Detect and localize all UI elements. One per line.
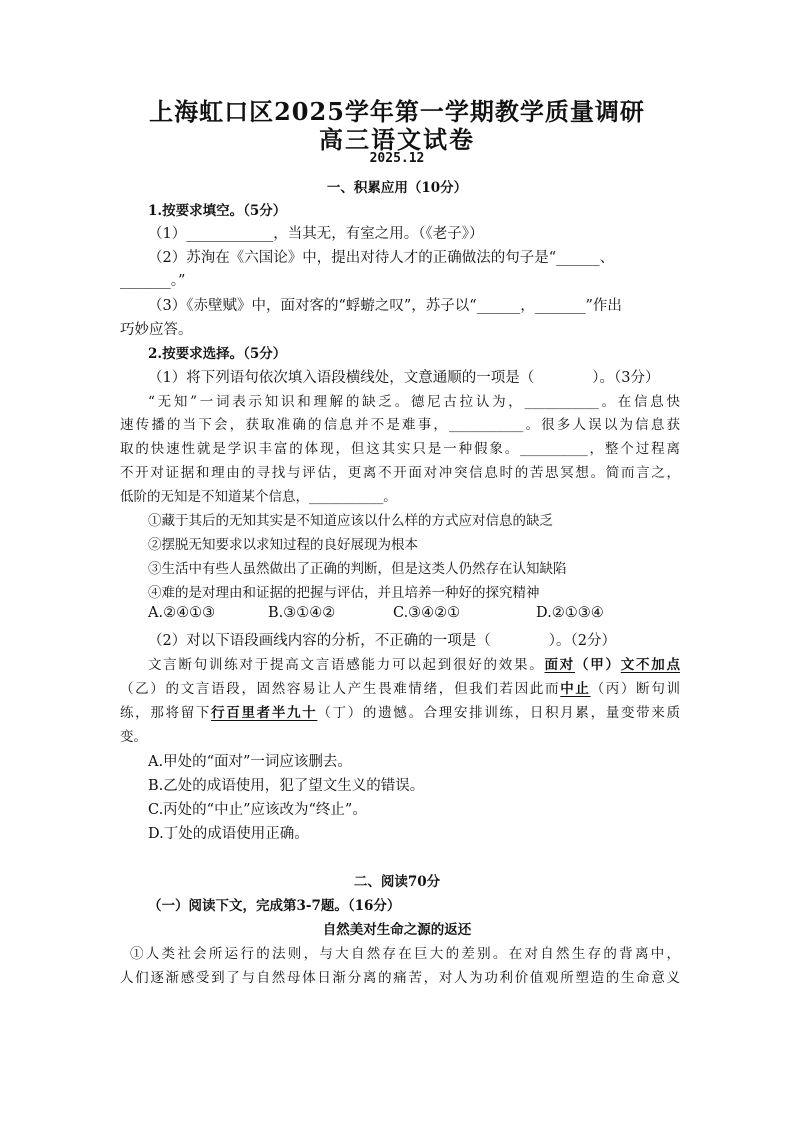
q1-item3-line1: （3）《赤壁赋》中，面对客的“蜉蝣之叹”，苏子以“______，_______”作出 xyxy=(148,298,622,314)
underlined-phrase: 面对 xyxy=(544,657,575,673)
passage2-text: （乙）的文言语段，固然容易让人产生畏难情绪，但我们若因此而 xyxy=(120,681,561,697)
section2-heading: 二、阅读70分 xyxy=(353,874,441,890)
q1-item1: （1）____________，当其无，有室之用。（《老子》） xyxy=(148,226,484,242)
exam-subtitle: 高三语文试卷 xyxy=(319,125,475,154)
passage2-text: 文言断句训练对于提高文言语感能力可以起到很好的效果。 xyxy=(148,657,545,673)
option-b: B.③①④② xyxy=(268,605,336,621)
q2-sub1-prompt: （1）将下列语句依次填入语段横线处，文意通顺的一项是（ ）。（3分） xyxy=(148,370,660,386)
q1-item2-line1: （2）苏洵在《六国论》中，提出对待人才的正确做法的句子是“______、 xyxy=(148,250,615,266)
answer-options xyxy=(148,605,708,621)
article-para-line: ①人类社会所运行的法则，与大自然存在巨大的差别。在对自然生存的背离中， xyxy=(130,946,680,962)
passage2-text: 练，那将留下 xyxy=(120,705,212,721)
marker-jia: （甲） xyxy=(575,657,621,673)
passage2-line4: 变。 xyxy=(120,729,147,745)
underlined-phrase: 行百里者半九十 xyxy=(211,705,318,721)
passage-line: “无知”一词表示知识和理解的缺乏。德尼古拉认为，___________。在信息快 xyxy=(148,394,680,410)
q2-heading: 2.按要求选择。（5分） xyxy=(148,346,287,362)
choice-d: D.丁处的成语使用正确。 xyxy=(148,826,309,842)
passage2-line2 xyxy=(120,677,680,697)
passage-line: 不开对证据和理由的寻找与评估，更离不开面对冲突信息时的苦思冥想。简而言之， xyxy=(120,465,680,481)
article-para-line: 人们逐渐感受到了与自然母体日渐分离的痛苦，对人为功利价值观所塑造的生命意义 xyxy=(120,970,680,986)
sentence-option: ②摆脱无知要求以求知过程的良好展现为根本 xyxy=(148,537,418,553)
sentence-option: ①藏于其后的无知其实是不知道应该以什么样的方式应对信息的缺乏 xyxy=(148,513,553,529)
q1-item3-line2: 巧妙应答。 xyxy=(120,322,193,338)
article-title: 自然美对生命之源的返还 xyxy=(322,922,472,938)
passage2-line3 xyxy=(120,701,680,721)
option-c: C.③④②① xyxy=(393,605,461,621)
sentence-option: ③生活中有些人虽然做出了正确的判断，但是这类人仍然存在认知缺陷 xyxy=(148,561,567,577)
part1-heading: （一）阅读下文，完成第3-7题。（16分） xyxy=(148,898,401,914)
underlined-phrase: 中止 xyxy=(560,681,591,697)
choice-b: B.乙处的成语使用，犯了望文生义的错误。 xyxy=(148,778,425,794)
exam-date: 2025.12 xyxy=(369,151,425,166)
q1-item2-line2: _______。” xyxy=(120,273,186,289)
passage2-line1 xyxy=(148,653,680,673)
passage2-text: （丙）断句训 xyxy=(590,681,681,697)
underlined-phrase: 文不加点 xyxy=(620,657,680,673)
passage-line: 取的快速性就是学识丰富的体现，但这其实只是一种假象。__________，整个过程离 xyxy=(120,441,680,457)
option-a: A.②④①③ xyxy=(148,605,216,621)
q1-heading: 1.按要求填空。（5分） xyxy=(148,203,287,219)
passage2-text: （丁）的遗憾。合理安排训练，日积月累，量变带来质 xyxy=(317,705,681,721)
choice-c: C.丙处的“中止”应该改为“终止”。 xyxy=(148,802,367,818)
q2-sub2-prompt: （2）对以下语段画线内容的分析，不正确的一项是（ ）。（2分） xyxy=(148,633,616,649)
sentence-option: ④难的是对理由和证据的把握与评估，并且培养一种好的探究精神 xyxy=(148,585,540,601)
passage-line: 低阶的无知是不知道某个信息，___________。 xyxy=(120,489,397,505)
exam-title: 上海虹口区2025学年第一学期教学质量调研 xyxy=(149,97,645,126)
passage-line: 速传播的当下会，获取准确的信息并不是难事，___________。很多人误以为信息获 xyxy=(120,417,680,433)
option-d: D.②①③④ xyxy=(536,605,604,621)
section1-heading: 一、积累应用（10分） xyxy=(326,180,468,196)
choice-a: A.甲处的“面对”一词应该删去。 xyxy=(148,754,352,770)
